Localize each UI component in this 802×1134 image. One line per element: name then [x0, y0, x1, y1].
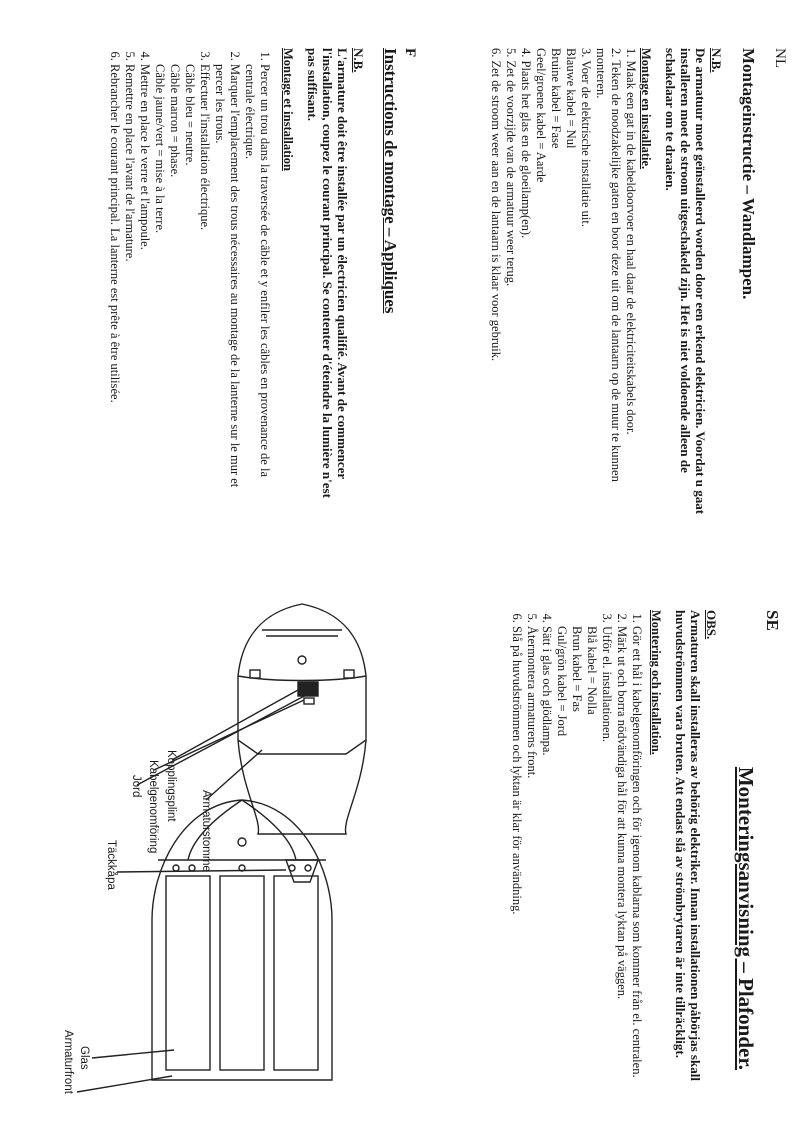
- fr-cable: Câble marron = phase.: [168, 64, 182, 178]
- se-obs-label: OBS.: [704, 610, 719, 640]
- nl-section: [488, 48, 758, 518]
- fr-title: Instructions de montage – Appliques: [381, 48, 400, 314]
- lamp-front-view-drawing: [2, 790, 342, 1110]
- se-step: 5. Återmontera armaturens front.: [524, 626, 539, 1110]
- se-step: [554, 626, 614, 1110]
- nl-nb-label: N.B.: [709, 48, 724, 73]
- se-section-heading: Montering och installation.: [649, 610, 663, 755]
- label-jord: Jord: [130, 775, 142, 798]
- fr-cable: Câble jaune/vert = mise à la terre.: [153, 64, 167, 234]
- label-tackkapa: Täckkåpa: [105, 840, 117, 890]
- nl-language-tag: NL: [772, 48, 788, 68]
- se-step: 2. Märk ut och borra nödvändiga hål för att kunna montera lyktan på väggen.: [614, 626, 629, 1110]
- fr-language-tag: F: [402, 48, 418, 58]
- nl-step: 6. Zet de stroom weer aan en de lantaarn is klaar voor gebruik.: [489, 48, 503, 362]
- fr-cable: Câble bleu = neutre.: [183, 64, 197, 166]
- se-warning: Armaturen skall installeras av behörig elektriker. Innan installationen påbörjas skall huvudströmmen vara bruten. Att endast slå av strömbrytaren är inte tillräckligt.: [673, 610, 703, 1081]
- fr-steps-list: [107, 48, 272, 518]
- nl-cable: Bruine kabel = Fase: [549, 48, 563, 149]
- label-armaturfront: Armaturfront: [62, 1030, 74, 1094]
- label-glas: Glas: [78, 1046, 90, 1070]
- fr-nb-label: N.B.: [351, 48, 366, 73]
- se-step-text: Utför el. installationen.: [600, 626, 614, 742]
- se-language-tag: SE: [763, 610, 782, 631]
- nl-warning: De armatuur moet geïnstalleerd worden door een erkend elektricien. Voordat u gaat installeren moet de stroom uitgeschakeld zijn. Het is niet voldoende alleen de schakelaar om te draaien.: [663, 48, 708, 515]
- nl-section-heading: Montage en installatie.: [639, 48, 653, 170]
- fr-warning: L'armature doit être installée par un électricien qualifié. Avant de commencer l'installation, coupez le courant principal. Se contenter d'éteindre la lumière n'est pas suffisant.: [305, 48, 350, 498]
- label-armaturstomme: Armaturstomme: [200, 790, 212, 872]
- fr-step: 4. Mettre en place le verre et l'ampoule.: [137, 64, 152, 518]
- se-cable: Blå kabel = Nolla: [585, 626, 599, 715]
- label-kopplingsplint: Kopplingsplint: [165, 750, 177, 822]
- nl-step: 1. Maak een gat in de kabeldoorvoer en haal daar de elektriciteitskabels door.: [624, 48, 638, 435]
- nl-step: 5. Zet de voorzijde van de armatuur weer terug.: [504, 48, 518, 287]
- nl-cable: Blauwe kabel = Nul: [564, 48, 578, 149]
- se-title: Monteringsanvisning – Plafonder.: [734, 766, 758, 1070]
- nl-title: Montageinstructie – Wandlampen.: [739, 48, 758, 300]
- se-cable: Brun kabel = Fas: [570, 626, 584, 712]
- fr-step: 1. Percer un trou dans la traversée de câble et y enfiler les câbles en provenance de la centrale électrique.: [242, 64, 272, 518]
- label-kabelgenomforing: Kabelgenomföring: [147, 760, 159, 854]
- fr-step: 6. Rebrancher le courant principal. La lanterne est prête à être utilisée.: [107, 64, 122, 518]
- nl-step: 3. Voer de elektrische installatie uit.: [579, 48, 593, 228]
- fr-step: [152, 64, 212, 518]
- nl-step: 2. Teken de noodzakelijke gaten en boor deze uit om de lantaarn op de muur te kunnen monteren.: [594, 48, 623, 482]
- se-step: 1. Gör ett hål i kabelgenomföringen och för igenom kablarna som kommer från el. centralen.: [629, 626, 644, 1110]
- se-steps-list: [509, 610, 644, 1110]
- nl-step: 4. Plaats het glas en de gloeilamp(en).: [519, 48, 533, 239]
- se-step: 4. Sätt i glas och glödlampa.: [539, 626, 554, 1110]
- fr-section: [107, 48, 400, 518]
- nl-cable: Geel/groene kabel = Aarde: [534, 48, 548, 183]
- se-cable: Gul/grön kabel = Jord: [555, 626, 569, 737]
- fr-step-text: Effectuer l'installation électrique.: [198, 64, 212, 231]
- se-step: 6. Slå på huvudströmmen och lyktan är klar för användning.: [509, 626, 524, 1110]
- fr-section-heading: Montage et installation: [281, 48, 295, 171]
- fr-step: 5. Remettre en place l'avant de l'armature.: [122, 64, 137, 518]
- fr-step: 2. Marquer l'emplacement des trous nécessaires au montage de la lanterne sur le mur et percer les trous.: [212, 64, 242, 518]
- se-section: [509, 610, 758, 1110]
